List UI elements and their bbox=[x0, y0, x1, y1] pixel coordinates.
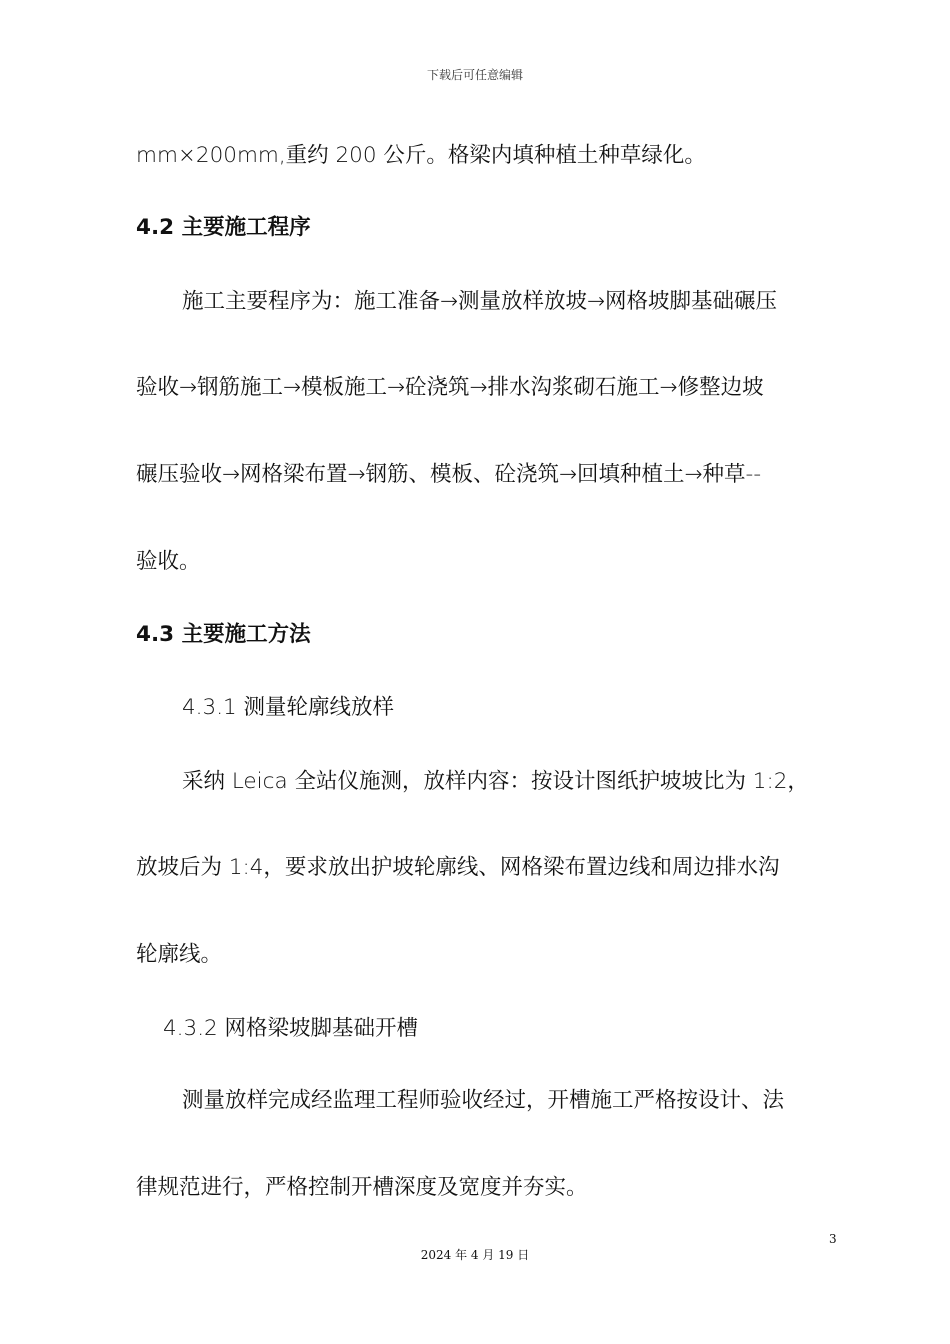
body-text-line: 验收→钢筋施工→模板施工→砼浇筑→排水沟浆砌石施工→修整边坡 bbox=[136, 375, 764, 400]
body-text-line: 测量放样完成经监理工程师验收经过，开槽施工严格按设计、法 bbox=[182, 1088, 785, 1113]
section-heading-4-3: 4.3 主要施工方法 bbox=[136, 622, 311, 647]
body-text-line: 律规范进行，严格控制开槽深度及宽度并夯实。 bbox=[136, 1175, 588, 1200]
body-text-line: mm×200mm,重约 200 公斤。格梁内填种植土种草绿化。 bbox=[136, 143, 706, 168]
body-text-line: 验收。 bbox=[136, 549, 201, 574]
section-heading-4-2: 4.2 主要施工程序 bbox=[136, 215, 311, 240]
body-text-line: 施工主要程序为：施工准备→测量放样放坡→网格坡脚基础碾压 bbox=[182, 289, 778, 314]
body-text-line: 碾压验收→网格梁布置→钢筋、模板、砼浇筑→回填种植土→种草-- bbox=[136, 462, 762, 487]
page-header-note: 下载后可任意编辑 bbox=[426, 68, 523, 82]
subsection-heading-4-3-1: 4.3.1 测量轮廓线放样 bbox=[182, 695, 395, 720]
page-footer-date: 2024 年 4 月 19 日 bbox=[420, 1248, 530, 1262]
body-text-line: 轮廓线。 bbox=[136, 942, 223, 967]
subsection-heading-4-3-2: 4.3.2 网格梁坡脚基础开槽 bbox=[163, 1016, 419, 1041]
page-number: 3 bbox=[829, 1232, 837, 1246]
body-text-line: 采纳 Leica 全站仪施测，放样内容：按设计图纸护坡坡比为 1:2， bbox=[182, 769, 809, 794]
body-text-line: 放坡后为 1:4，要求放出护坡轮廓线、网格梁布置边线和周边排水沟 bbox=[136, 855, 780, 880]
